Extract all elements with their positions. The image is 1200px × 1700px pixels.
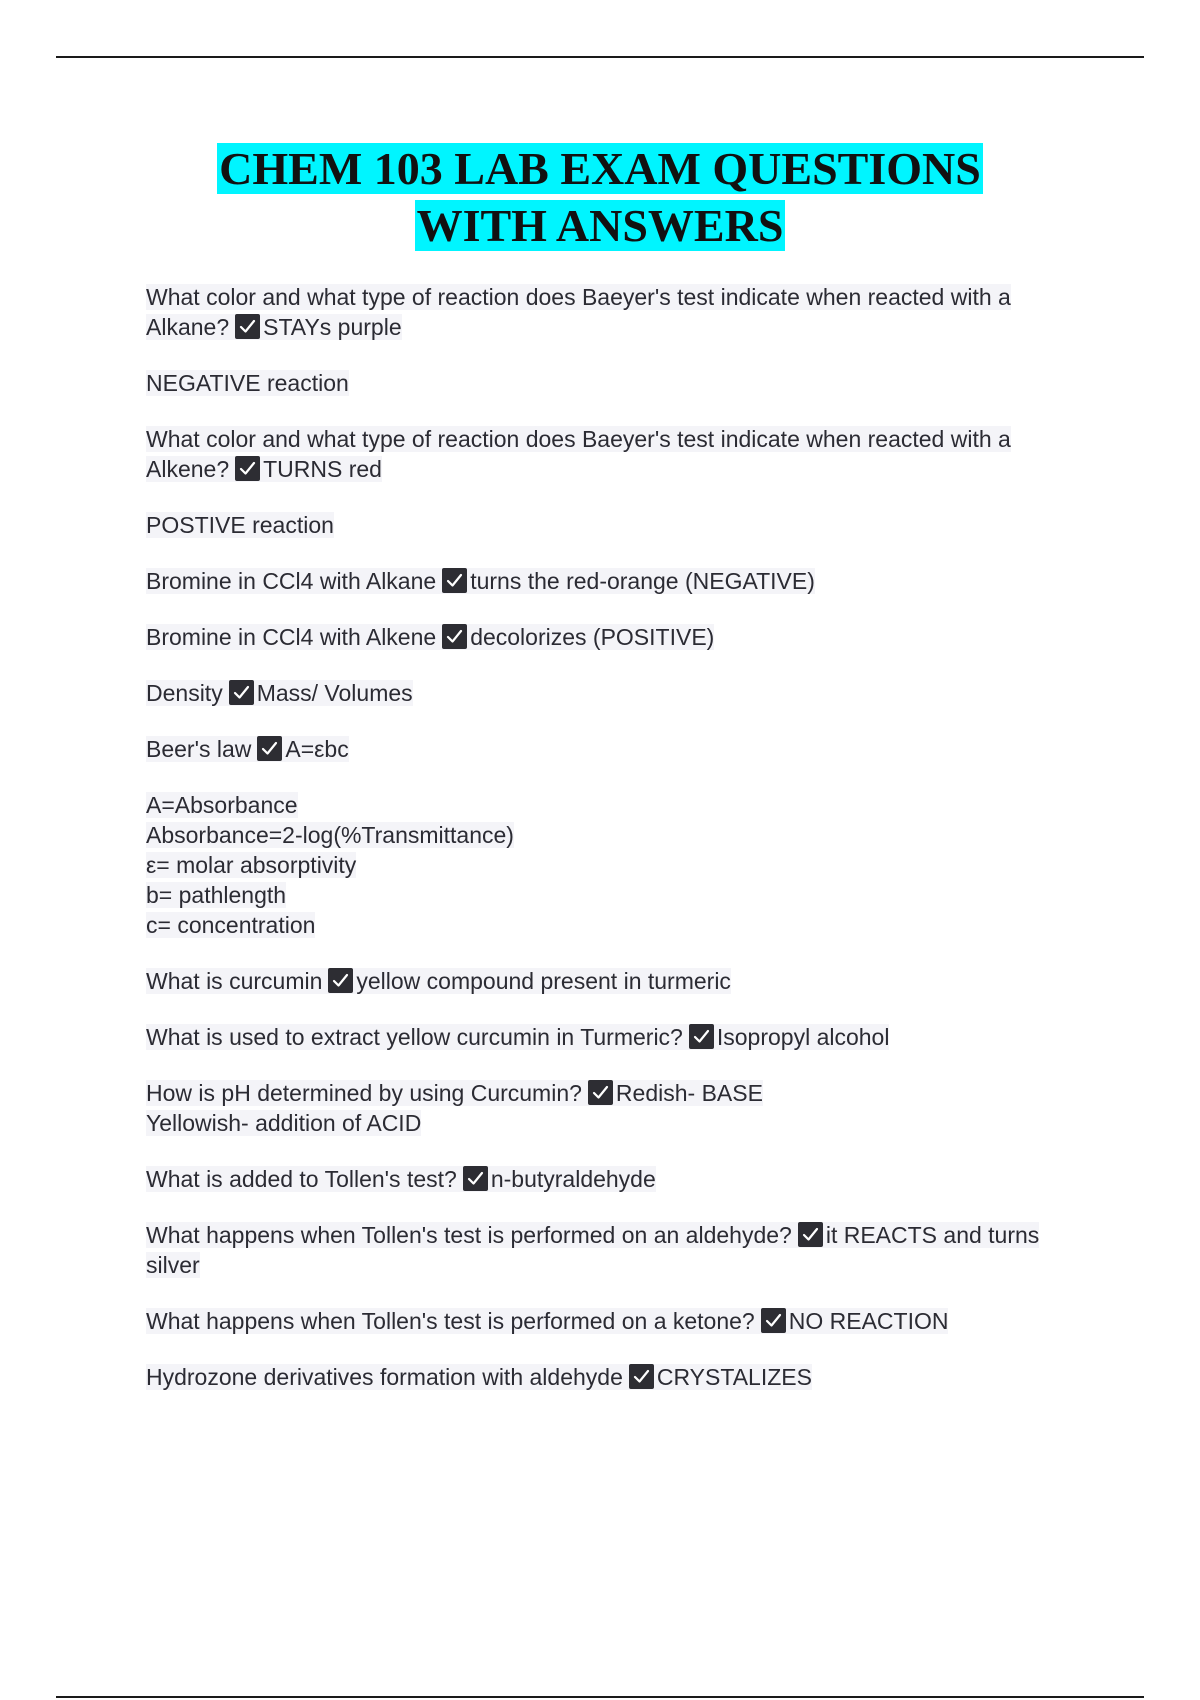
answer-text: A=εbc — [285, 736, 349, 762]
page-title — [0, 140, 1200, 254]
answer-text: STAYs purple — [263, 314, 402, 340]
checkmark-icon — [761, 1308, 786, 1333]
qa-item — [146, 1022, 1066, 1052]
checkmark-icon — [328, 968, 353, 993]
title-line-2: WITH ANSWERS — [416, 200, 784, 251]
question-text: What is curcumin — [146, 968, 323, 994]
answer-text: Mass/ Volumes — [256, 680, 413, 706]
question-text: What color and what type of reaction does Baeyer's test indicate when reacted with a Alkene? — [146, 426, 1011, 482]
answer-text: n-butyraldehyde — [490, 1166, 656, 1192]
qa-item — [146, 1220, 1066, 1280]
checkmark-icon — [588, 1080, 613, 1105]
answer-text: Redish- BASE — [615, 1080, 763, 1106]
checkmark-icon — [629, 1364, 654, 1389]
qa-item — [146, 734, 1066, 764]
definition-list — [146, 790, 1066, 940]
qa-item — [146, 1078, 1066, 1138]
question-text: What is used to extract yellow curcumin in Turmeric? — [146, 1024, 683, 1050]
answer-text: TURNS red — [263, 456, 382, 482]
checkmark-icon — [442, 568, 467, 593]
qa-item — [146, 282, 1066, 342]
qa-item — [146, 566, 1066, 596]
answer-text: turns the red-orange (NEGATIVE) — [470, 568, 815, 594]
qa-item — [146, 1306, 1066, 1336]
question-text: What is added to Tollen's test? — [146, 1166, 457, 1192]
qa-item — [146, 424, 1066, 484]
bottom-rule — [56, 1696, 1144, 1698]
answer-text: CRYSTALIZES — [656, 1364, 812, 1390]
question-text: Bromine in CCl4 with Alkene — [146, 624, 437, 650]
question-text: What color and what type of reaction does Baeyer's test indicate when reacted with a Alkane? — [146, 284, 1011, 340]
answer-text: Isopropyl alcohol — [716, 1024, 890, 1050]
checkmark-icon — [257, 736, 282, 761]
definition-line: A=Absorbance — [146, 792, 298, 818]
definition-line: b= pathlength — [146, 882, 287, 908]
answer-text-continued: Yellowish- addition of ACID — [146, 1110, 422, 1136]
definition-line: Absorbance=2-log(%Transmittance) — [146, 822, 514, 848]
checkmark-icon — [229, 680, 254, 705]
qa-item — [146, 966, 1066, 996]
checkmark-icon — [442, 624, 467, 649]
definition-line: c= concentration — [146, 912, 316, 938]
qa-item — [146, 1164, 1066, 1194]
answer-text: decolorizes (POSITIVE) — [470, 624, 715, 650]
note-text: POSTIVE reaction — [146, 512, 334, 538]
qa-list — [146, 282, 1066, 1418]
qa-item — [146, 1362, 1066, 1392]
question-text: Density — [146, 680, 223, 706]
qa-note — [146, 510, 1066, 540]
qa-item — [146, 622, 1066, 652]
question-text: Bromine in CCl4 with Alkane — [146, 568, 437, 594]
question-text: Beer's law — [146, 736, 252, 762]
top-rule — [56, 56, 1144, 58]
checkmark-icon — [235, 314, 260, 339]
answer-text: yellow compound present in turmeric — [356, 968, 731, 994]
definition-line: ε= molar absorptivity — [146, 852, 357, 878]
question-text: Hydrozone derivatives formation with aldehyde — [146, 1364, 623, 1390]
qa-note — [146, 368, 1066, 398]
question-text: What happens when Tollen's test is performed on an aldehyde? — [146, 1222, 792, 1248]
answer-text: it REACTS and turns silver — [146, 1222, 1040, 1278]
question-text: How is pH determined by using Curcumin? — [146, 1080, 582, 1106]
note-text: NEGATIVE reaction — [146, 370, 349, 396]
checkmark-icon — [235, 456, 260, 481]
question-text: What happens when Tollen's test is performed on a ketone? — [146, 1308, 755, 1334]
checkmark-icon — [798, 1222, 823, 1247]
checkmark-icon — [689, 1024, 714, 1049]
checkmark-icon — [463, 1166, 488, 1191]
answer-text: NO REACTION — [788, 1308, 949, 1334]
title-line-1: CHEM 103 LAB EXAM QUESTIONS — [219, 143, 981, 194]
qa-item — [146, 678, 1066, 708]
